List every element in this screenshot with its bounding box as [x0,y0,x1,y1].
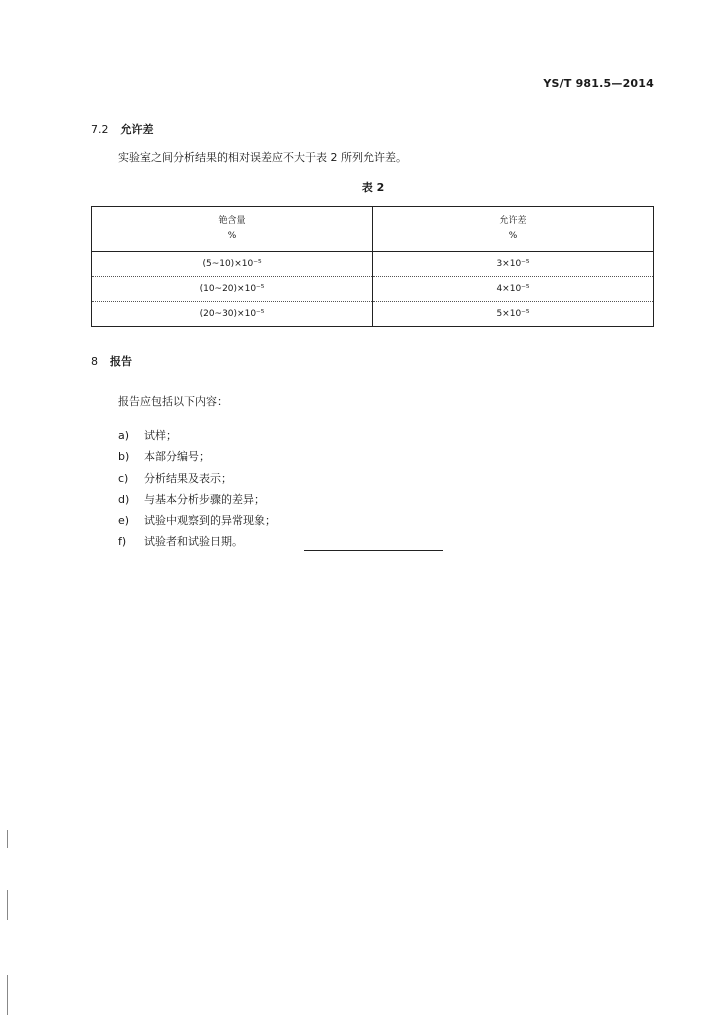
column-header-content [92,207,373,252]
section-7-2-text: 实验室之间分析结果的相对误差应不大于表 2 所列允许差。 [118,151,407,164]
list-item-text: 试验者和试验日期。 [144,535,243,549]
end-of-document-rule [304,550,443,551]
section-7-2-number: 7.2 [91,123,109,136]
section-8-intro: 报告应包括以下内容： [118,395,228,408]
list-item-text: 试样； [144,429,177,442]
cell-content-range: (10~20)×10⁻⁵ [92,277,373,302]
report-items-list [118,425,276,553]
section-8-title: 报告 [110,355,132,368]
standard-code: YS/T 981.5—2014 [543,77,654,90]
list-item-text: 本部分编号； [144,450,210,464]
cell-content-range: (20~30)×10⁻⁵ [92,302,373,327]
column-header-tolerance [373,207,654,252]
cell-tolerance: 3×10⁻⁵ [373,252,654,277]
cell-tolerance: 4×10⁻⁵ [373,277,654,302]
scan-margin-mark [7,890,8,920]
list-item-label: a) [118,429,130,442]
table-2-caption: 表 2 [361,181,385,194]
column-header-tolerance-unit: % [508,231,518,241]
table-row [92,302,654,327]
tolerance-table [91,206,654,327]
section-8-number: 8 [91,355,98,368]
list-item-label: c) [118,471,129,485]
list-item [118,425,276,446]
list-item [118,489,276,510]
cell-tolerance: 5×10⁻⁵ [373,302,654,327]
list-item [118,531,276,552]
list-item-text: 试验中观察到的异常现象； [144,514,276,528]
section-8-heading [91,353,132,369]
scan-margin-mark [7,975,8,1015]
list-item-label: b) [118,450,130,464]
list-item [118,468,276,489]
section-7-2-heading [91,121,154,137]
column-header-content-name: 铯含量 [218,216,246,226]
section-7-2-title: 允许差 [120,123,154,136]
list-item-label: d) [118,492,130,506]
list-item-label: e) [118,514,130,528]
list-item-text: 与基本分析步骤的差异； [144,492,265,506]
table-header-row [92,207,654,252]
list-item [118,510,276,531]
list-item-text: 分析结果及表示； [144,471,232,485]
scan-margin-mark [7,830,8,848]
list-item [118,446,276,467]
column-header-tolerance-name: 允许差 [499,216,527,226]
cell-content-range: (5~10)×10⁻⁵ [92,252,373,277]
list-item-label: f) [118,535,127,549]
table-row [92,252,654,277]
table-row [92,277,654,302]
column-header-content-unit: % [227,231,237,241]
